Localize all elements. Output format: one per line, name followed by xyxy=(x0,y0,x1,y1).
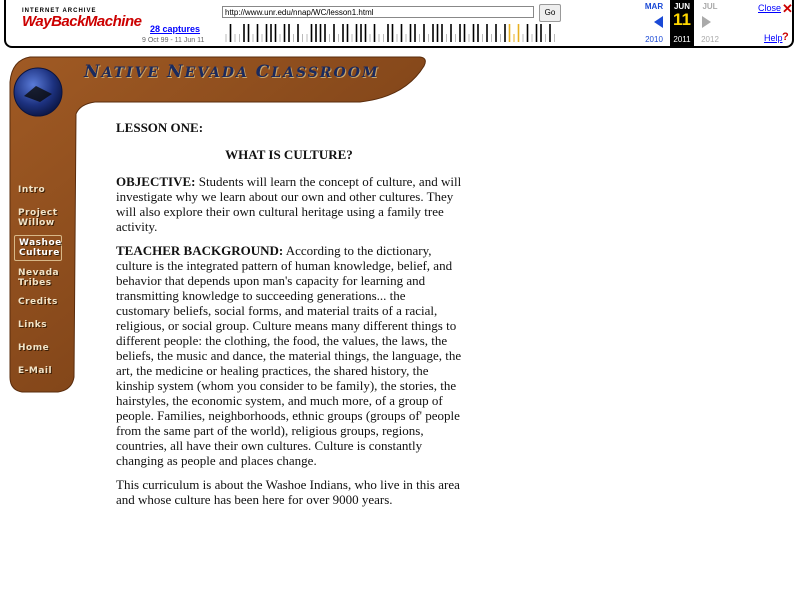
prev-month-label: MAR xyxy=(644,2,664,11)
lesson-subtitle: WHAT IS CULTURE? xyxy=(225,147,353,162)
next-month-label: JUL xyxy=(702,2,718,11)
capture-timeline-sparkline[interactable] xyxy=(222,22,562,44)
nav-item-home[interactable]: Home xyxy=(18,343,50,353)
curriculum-paragraph: This curriculum is about the Washoe Indians, who live in this area and whose culture has been here for over 9000 years. xyxy=(116,477,460,507)
next-capture-arrow-icon xyxy=(702,16,711,28)
objective-label: OBJECTIVE: xyxy=(116,174,196,189)
current-day: 11 xyxy=(673,10,691,29)
prev-capture-arrow-icon[interactable] xyxy=(654,16,663,28)
site-title: NATIVE NEVADA CLASSROOM xyxy=(84,62,380,82)
next-year-label: 2012 xyxy=(701,35,719,44)
close-link[interactable]: Close xyxy=(758,3,782,13)
objective-text: Students will learn the concept of culture, and will investigate why we learn about our own and other cultures. They will also explore their own cultural heritage using a family tree activity. xyxy=(116,174,462,234)
wayback-logo[interactable] xyxy=(22,8,142,40)
close-icon[interactable]: ✕ xyxy=(782,1,793,16)
current-year-label: 2011 xyxy=(673,35,691,44)
nav-item-nevada-tribes[interactable]: Nevada Tribes xyxy=(18,268,60,288)
objective-paragraph xyxy=(116,174,462,234)
nav-item-project-willow[interactable]: Project Willow xyxy=(18,208,58,228)
lesson-content xyxy=(116,120,462,516)
nav-item-links[interactable]: Links xyxy=(18,320,48,330)
background-label: TEACHER BACKGROUND: xyxy=(116,243,284,258)
background-paragraph xyxy=(116,243,462,468)
help-icon[interactable]: ? xyxy=(782,31,789,43)
site-nav xyxy=(14,183,62,387)
url-input[interactable]: http://www.unr.edu/nnap/WC/lesson1.html xyxy=(222,6,534,18)
help-link[interactable]: Help xyxy=(764,33,783,43)
current-month-column xyxy=(670,0,694,46)
captures-date-range: 9 Oct 99 - 11 Jun 11 xyxy=(142,37,205,44)
wayback-logo-top: INTERNET ARCHIVE xyxy=(22,8,97,14)
wayback-toolbar xyxy=(4,0,794,48)
captures-link[interactable]: 28 captures xyxy=(150,24,201,34)
prev-year-label: 2010 xyxy=(645,35,663,44)
go-button[interactable]: Go xyxy=(539,4,561,22)
lesson-title: LESSON ONE: xyxy=(116,120,204,135)
nav-item-e-mail[interactable]: E-Mail xyxy=(18,366,53,376)
nav-item-washoe-culture[interactable]: Washoe Culture xyxy=(14,235,62,261)
current-month-label: JUN xyxy=(673,2,690,11)
wayback-logo-main: WayBackMachine xyxy=(22,13,142,30)
nav-item-credits[interactable]: Credits xyxy=(18,297,58,307)
background-text: According to the dictionary, culture is the integrated pattern of human knowledge, belief, and behavior that depends upon man's capacity for learning and transmitting knowledge to succeeding generations... the customary beliefs, social forms, and material traits of a racial, religious, or social group. Culture means many different things to different people: the clothing, the food, the values, the laws, the beliefs, the music and dance, the material things, the language, the art, the medicine or healing practices, the shared history, the kinship system (whom you consider to be family), the stories, the hairstyles, the economic system, and much more, of a group of people. Families, neighborhoods, ethnic groups (groups of' people from the same part of the world), religious groups, regions, countries, all have their own cultures. Culture is constantly changing as people and places change. xyxy=(116,243,462,468)
nav-item-intro[interactable]: Intro xyxy=(18,185,46,195)
